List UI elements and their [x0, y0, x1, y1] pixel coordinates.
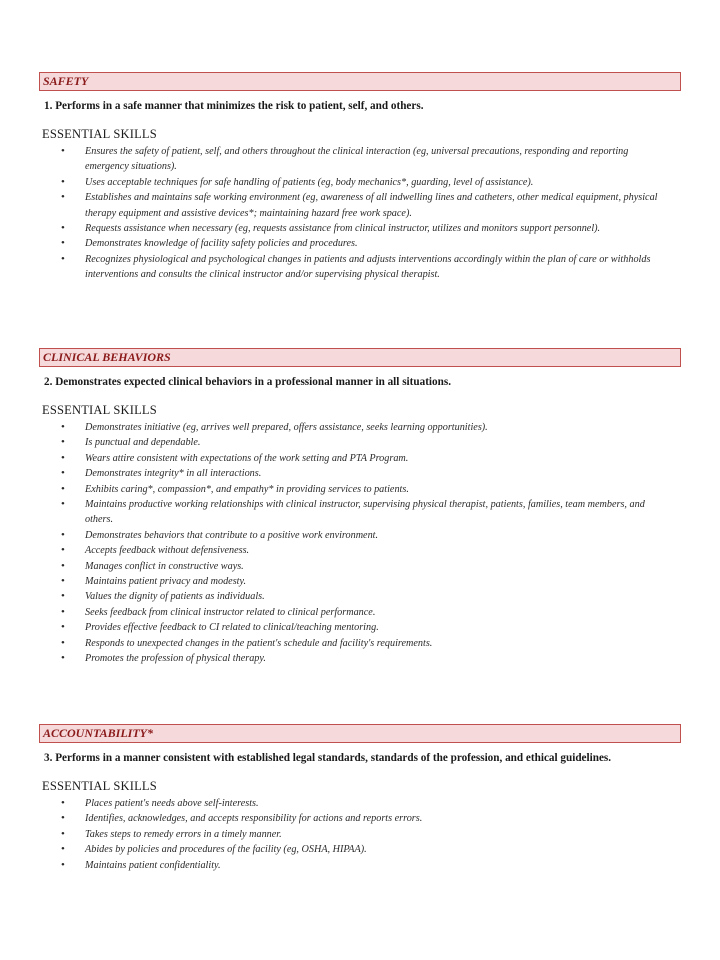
- skill-item: • Seeks feedback from clinical instructor related to clinical performance.: [39, 605, 681, 620]
- skill-item: • Places patient's needs above self-interests.: [39, 796, 681, 811]
- skill-item: • Demonstrates knowledge of facility safety policies and procedures.: [39, 236, 681, 251]
- skill-item: • Maintains patient privacy and modesty.: [39, 574, 681, 589]
- skills-title: ESSENTIAL SKILLS: [42, 779, 157, 793]
- section-safety: [39, 72, 681, 283]
- skills-title: ESSENTIAL SKILLS: [42, 403, 157, 417]
- section-header: CLINICAL BEHAVIORS: [39, 348, 681, 367]
- section-header: ACCOUNTABILITY*: [39, 724, 681, 743]
- skill-item: • Maintains productive working relationships with clinical instructor, supervising physical therapist, patients, families, team members, and others.: [39, 497, 681, 528]
- skill-item: • Takes steps to remedy errors in a timely manner.: [39, 827, 681, 842]
- section-clinical-behaviors: [39, 348, 681, 667]
- skill-item: • Manages conflict in constructive ways.: [39, 559, 681, 574]
- skills-list: [39, 796, 681, 873]
- skill-item: • Exhibits caring*, compassion*, and empathy* in providing services to patients.: [39, 482, 681, 497]
- skill-item: • Responds to unexpected changes in the patient's schedule and facility's requirements.: [39, 636, 681, 651]
- criterion-text: 2. Demonstrates expected clinical behaviors in a professional manner in all situations.: [44, 376, 451, 388]
- skills-title: ESSENTIAL SKILLS: [42, 127, 157, 141]
- skills-list: [39, 420, 681, 667]
- skill-item: • Ensures the safety of patient, self, and others throughout the clinical interaction (eg, universal precautions, responding and reporting emergency situations).: [39, 144, 681, 175]
- skill-item: • Demonstrates integrity* in all interactions.: [39, 466, 681, 481]
- skills-list: [39, 144, 681, 283]
- skill-item: • Wears attire consistent with expectations of the work setting and PTA Program.: [39, 451, 681, 466]
- skill-item: • Promotes the profession of physical therapy.: [39, 651, 681, 666]
- skill-item: • Identifies, acknowledges, and accepts responsibility for actions and reports errors.: [39, 811, 681, 826]
- skill-item: • Uses acceptable techniques for safe handling of patients (eg, body mechanics*, guarding, level of assistance).: [39, 175, 681, 190]
- skill-item: • Provides effective feedback to CI related to clinical/teaching mentoring.: [39, 620, 681, 635]
- skill-item: • Abides by policies and procedures of the facility (eg, OSHA, HIPAA).: [39, 842, 681, 857]
- skill-item: • Is punctual and dependable.: [39, 435, 681, 450]
- criterion-text: 3. Performs in a manner consistent with established legal standards, standards of the profession, and ethical guidelines.: [44, 752, 612, 764]
- skill-item: • Values the dignity of patients as individuals.: [39, 589, 681, 604]
- criterion-text: 1. Performs in a safe manner that minimizes the risk to patient, self, and others.: [44, 100, 424, 112]
- skill-item: • Accepts feedback without defensiveness.: [39, 543, 681, 558]
- skill-item: • Maintains patient confidentiality.: [39, 858, 681, 873]
- skill-item: • Demonstrates initiative (eg, arrives well prepared, offers assistance, seeks learning opportunities).: [39, 420, 681, 435]
- skill-item: • Requests assistance when necessary (eg, requests assistance from clinical instructor, utilizes and monitors support personnel).: [39, 221, 681, 236]
- skill-item: • Demonstrates behaviors that contribute to a positive work environment.: [39, 528, 681, 543]
- skill-item: • Establishes and maintains safe working environment (eg, awareness of all indwelling lines and catheters, other medical equipment, physical therapy equipment and assistive devices*; maintaining hazard free work space).: [39, 190, 681, 221]
- section-header: SAFETY: [39, 72, 681, 91]
- skill-item: • Recognizes physiological and psychological changes in patients and adjusts interventions accordingly within the plan of care or withholds interventions and consults the clinical instructor and/or supervising physical therapist.: [39, 252, 681, 283]
- section-accountability: [39, 724, 681, 873]
